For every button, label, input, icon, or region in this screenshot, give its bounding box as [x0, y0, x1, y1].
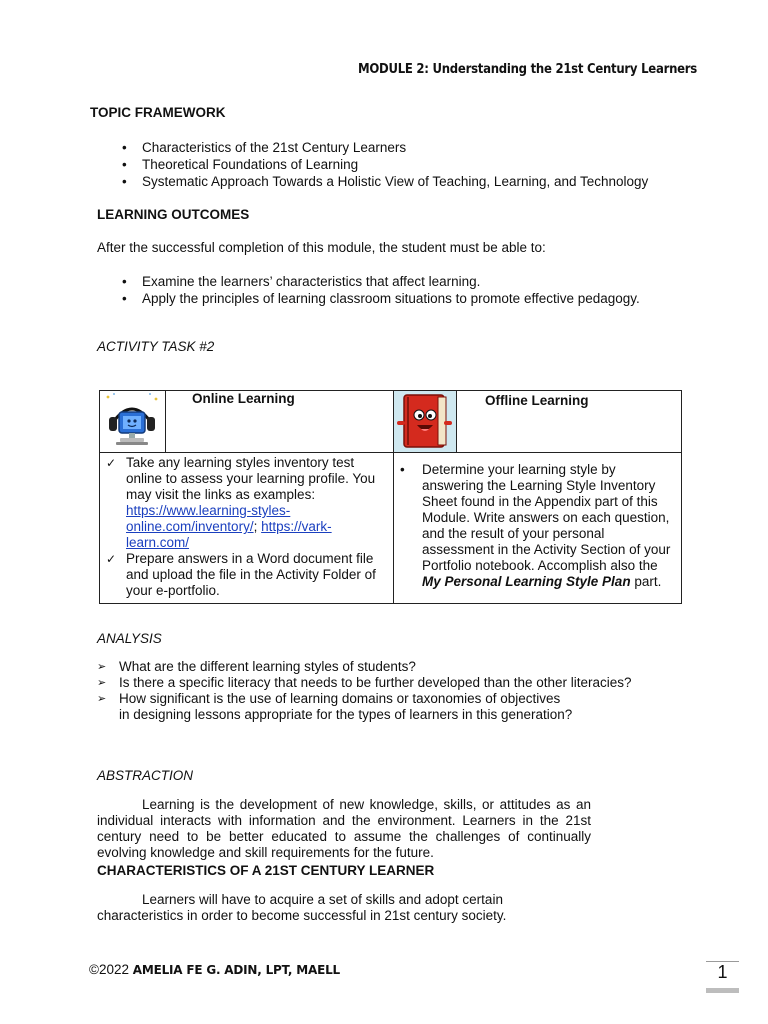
list-item	[104, 551, 389, 599]
topic-framework-list	[118, 139, 648, 190]
list-item: ➢ Is there a specific literacy that needs to be further developed than the other literacies?	[97, 675, 657, 691]
online-instructions-cell	[100, 453, 394, 604]
learning-outcomes-list	[118, 273, 640, 307]
list-item: ➢ What are the different learning styles of students?	[97, 659, 657, 675]
offline-instructions-cell	[394, 453, 682, 604]
online-item-1-text: Take any learning styles inventory test online to assess your learning profile. You may visit the links as examples:	[126, 455, 376, 502]
analysis-list	[97, 659, 657, 723]
abstraction-heading: ABSTRACTION	[97, 768, 194, 783]
abstraction-paragraph: Learning is the development of new knowledge, skills, or attitudes as an individual interacts with information and the environment. Learners in the 21st century need to be better educated to assume the challenges of continually evolving knowledge and skill requirements for the future.	[97, 797, 591, 860]
list-item: • Systematic Approach Towards a Holistic View of Teaching, Learning, and Technology	[118, 173, 648, 190]
learning-outcomes-heading: LEARNING OUTCOMES	[97, 207, 250, 222]
link-separator: ;	[253, 519, 258, 534]
author-name: AMELIA FE G. ADIN, LPT, MAELL	[132, 963, 340, 977]
characteristics-heading: CHARACTERISTICS OF A 21ST CENTURY LEARNER	[97, 863, 435, 878]
list-item: • Theoretical Foundations of Learning	[118, 156, 648, 173]
computer-headphones-icon	[100, 391, 166, 452]
online-header-cell	[100, 391, 394, 453]
page-number: 1	[717, 962, 728, 982]
offline-suffix: part.	[634, 574, 662, 589]
online-learning-title: Online Learning	[192, 391, 295, 406]
vark-learn-link[interactable]: https://vark-learn.com/	[126, 519, 332, 550]
learning-outcomes-intro: After the successful completion of this module, the student must be able to:	[97, 240, 546, 255]
analysis-heading: ANALYSIS	[97, 631, 162, 646]
list-item	[104, 455, 389, 551]
activity-heading: ACTIVITY TASK #2	[97, 339, 215, 354]
characteristics-paragraph: Learners will have to acquire a set of skills and adopt certain characteristics in order to become successful in 21st century society.	[97, 892, 507, 923]
page-number-bar	[706, 988, 739, 993]
offline-learning-title: Offline Learning	[485, 393, 589, 408]
list-item: • Characteristics of the 21st Century Learners	[118, 139, 648, 156]
copyright-year: ©2022	[89, 962, 129, 977]
red-book-icon	[394, 391, 457, 452]
online-checklist	[104, 455, 389, 599]
list-item: • Examine the learners’ characteristics that affect learning.	[118, 273, 640, 290]
module-title: MODULE 2: Understanding the 21st Century Learners	[358, 62, 697, 77]
offline-emphasis: My Personal Learning Style Plan	[422, 574, 631, 589]
offline-header-cell	[394, 391, 682, 453]
list-item: ➢ How significant is the use of learning domains or taxonomies of objectives in designing lessons appropriate for the types of learners in this generation?	[97, 691, 574, 723]
learning-styles-online-link[interactable]: https://www.learning-styles-online.com/inventory/	[126, 503, 291, 534]
offline-instruction	[398, 462, 677, 590]
topic-framework-heading: TOPIC FRAMEWORK	[90, 105, 226, 120]
list-item: • Apply the principles of learning classroom situations to promote effective pedagogy.	[118, 290, 640, 307]
online-item-2-text: Prepare answers in a Word document file and upload the file in the Activity Folder of your e-portfolio.	[126, 551, 376, 598]
footer-copyright	[89, 962, 340, 977]
activity-table	[99, 390, 682, 604]
offline-text: Determine your learning style by answering the Learning Style Inventory Sheet found in the Appendix part of this Module. Write answers on each question, and the result of your personal assessment in the Activity Section of your Portfolio notebook. Accomplish also the	[422, 462, 671, 573]
